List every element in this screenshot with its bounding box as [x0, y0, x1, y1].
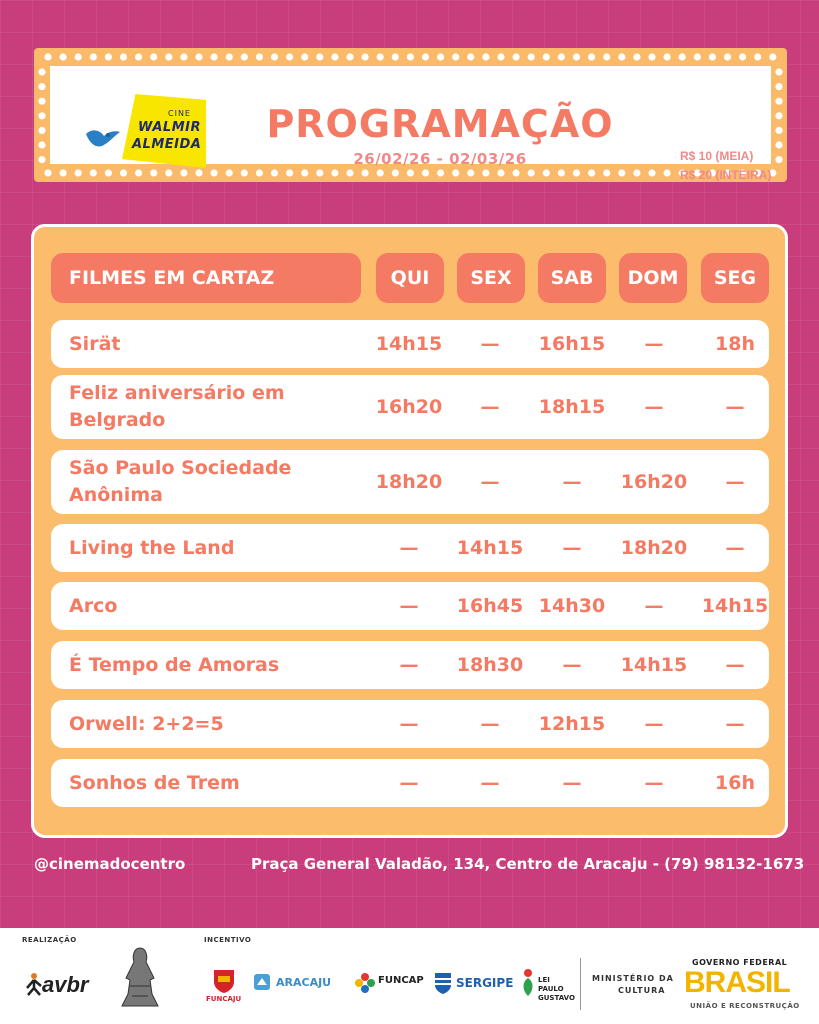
marquee-bulb	[437, 53, 444, 60]
showtime-dom: —	[644, 772, 664, 794]
marquee-bulb	[573, 53, 580, 60]
day-header-sex: SEX	[457, 253, 525, 303]
showtime-qui: 16h20	[375, 396, 443, 418]
showtime-sex: —	[480, 713, 500, 735]
marquee-bulb	[60, 53, 67, 60]
marquee-bulb	[618, 53, 625, 60]
showtime-sex: 16h45	[456, 595, 524, 617]
marquee-bulb	[648, 53, 655, 60]
aracaju-logo: ARACAJU	[276, 976, 332, 989]
marquee-bulb	[211, 169, 218, 176]
marquee-bulb	[38, 98, 45, 105]
marquee-bulb	[195, 169, 202, 176]
marquee-bulb	[180, 53, 187, 60]
marquee-bulb	[377, 169, 384, 176]
marquee-bulb	[44, 169, 51, 176]
header-panel	[50, 66, 771, 168]
marquee-bulb	[679, 53, 686, 60]
marquee-bulb	[497, 169, 504, 176]
ministerio-line-1: MINISTÉRIO DA	[592, 974, 674, 983]
marquee-bulb	[331, 169, 338, 176]
marquee-bulb	[775, 141, 782, 148]
sergipe-logo: SERGIPE	[456, 976, 514, 990]
marquee-bulb	[603, 53, 610, 60]
marquee-bulb	[513, 53, 520, 60]
marquee-bulb	[452, 169, 459, 176]
marquee-bulb	[271, 169, 278, 176]
showtime-seg: —	[725, 713, 745, 735]
film-title: Orwell: 2+2=5	[69, 712, 224, 735]
marquee-bulb	[60, 169, 67, 176]
marquee-bulb	[271, 53, 278, 60]
marquee-bulb	[588, 53, 595, 60]
schedule-row	[51, 759, 769, 807]
film-title: Arco	[69, 594, 118, 617]
marquee-bulb	[754, 53, 761, 60]
marquee-bulb	[346, 169, 353, 176]
funcaju-shield-icon	[212, 968, 236, 994]
showtime-seg: —	[725, 537, 745, 559]
marquee-bulb	[497, 53, 504, 60]
marquee-bulb	[165, 53, 172, 60]
incentivo-label: INCENTIVO	[204, 936, 252, 944]
showtime-seg: 14h15	[701, 595, 769, 617]
marquee-bulb	[528, 169, 535, 176]
film-title: Feliz aniversário em Belgrado	[69, 382, 285, 431]
day-header-qui: QUI	[376, 253, 444, 303]
price-half: R$ 10 (MEIA)	[680, 149, 754, 163]
funcap-logo: FUNCAP	[378, 975, 424, 986]
marquee-bulb	[467, 53, 474, 60]
marquee-bulb	[195, 53, 202, 60]
marquee-bulb	[301, 169, 308, 176]
funcaju-logo: FUNCAJU	[206, 995, 242, 1003]
lei-paulo-gustavo-icon	[518, 968, 538, 998]
logo-cine-text: CINE	[168, 109, 191, 118]
showtime-seg: 16h	[715, 772, 755, 794]
marquee-bulb	[165, 169, 172, 176]
showtime-sab: —	[562, 471, 582, 493]
marquee-bulb	[633, 53, 640, 60]
marquee-bulb	[775, 112, 782, 119]
marquee-bulb	[482, 169, 489, 176]
marquee-bulb	[739, 53, 746, 60]
marquee-bulb	[256, 169, 263, 176]
showtime-qui: —	[399, 537, 419, 559]
schedule-row	[51, 450, 769, 514]
governo-federal-label: GOVERNO FEDERAL	[692, 958, 788, 967]
showtime-dom: 14h15	[620, 654, 688, 676]
marquee-bulb	[407, 169, 414, 176]
funcap-flower-icon	[355, 973, 375, 993]
sponsor-strip	[0, 928, 819, 1024]
showtime-sab: 12h15	[538, 713, 606, 735]
marquee-bulb	[775, 98, 782, 105]
showtime-dom: —	[644, 713, 664, 735]
marquee-bulb	[286, 53, 293, 60]
sergipe-crest-icon	[433, 971, 453, 995]
marquee-bulb	[775, 127, 782, 134]
showtime-sex: —	[480, 772, 500, 794]
logo-walmir-text: WALMIR	[138, 120, 202, 135]
showtime-dom: 18h20	[620, 537, 688, 559]
schedule-row	[51, 582, 769, 630]
marquee-bulb	[775, 83, 782, 90]
marquee-bulb	[241, 53, 248, 60]
marquee-bulb	[38, 141, 45, 148]
showtime-seg: —	[725, 471, 745, 493]
showtime-dom: —	[644, 333, 664, 355]
marquee-bulb	[316, 169, 323, 176]
marquee-bulb	[664, 169, 671, 176]
schedule-row	[51, 375, 769, 439]
showtime-sab: 16h15	[538, 333, 606, 355]
marquee-bulb	[618, 169, 625, 176]
showtime-sex: —	[480, 396, 500, 418]
marquee-bulb	[90, 53, 97, 60]
marquee-bulb	[482, 53, 489, 60]
uniao-reconstrucao-label: UNIÃO E RECONSTRUÇÃO	[690, 1002, 800, 1010]
ministerio-line-2: CULTURA	[618, 986, 666, 995]
marquee-bulb	[256, 53, 263, 60]
brasil-logo: BRASIL	[684, 966, 790, 999]
day-header-seg: SEG	[701, 253, 769, 303]
marquee-bulb	[437, 169, 444, 176]
schedule-row	[51, 641, 769, 689]
marquee-bulb	[362, 53, 369, 60]
film-title: É Tempo de Amoras	[69, 653, 280, 676]
showtime-sab: —	[562, 654, 582, 676]
date-range: 26/02/26 - 02/03/26	[353, 150, 527, 168]
marquee-bulb	[407, 53, 414, 60]
marquee-bulb	[528, 53, 535, 60]
marquee-bulb	[38, 68, 45, 75]
marquee-bulb	[286, 169, 293, 176]
marquee-bulb	[331, 53, 338, 60]
showtime-qui: —	[399, 654, 419, 676]
logo-almeida-text: ALMEIDA	[132, 137, 202, 152]
showtime-sab: 14h30	[538, 595, 606, 617]
marquee-bulb	[769, 53, 776, 60]
marquee-bulb	[467, 169, 474, 176]
avbr-figure-icon	[24, 972, 44, 996]
marquee-bulb	[422, 169, 429, 176]
marquee-bulb	[558, 53, 565, 60]
showtime-sex: 18h30	[456, 654, 524, 676]
marquee-bulb	[241, 169, 248, 176]
marquee-bulb	[38, 83, 45, 90]
marquee-bulb	[75, 53, 82, 60]
marquee-bulb	[38, 127, 45, 134]
marquee-bulb	[150, 53, 157, 60]
realizacao-label: REALIZAÇÃO	[22, 936, 77, 944]
showtime-qui: —	[399, 772, 419, 794]
cine-walmir-almeida-logo	[84, 94, 204, 168]
showtime-sab: —	[562, 537, 582, 559]
price-full: R$ 20 (INTEIRA)	[680, 168, 772, 182]
marquee-bulb	[226, 169, 233, 176]
header-marquee	[34, 48, 787, 182]
marquee-bulb	[135, 169, 142, 176]
marquee-bulb	[301, 53, 308, 60]
marquee-bulb	[513, 169, 520, 176]
showtime-seg: —	[725, 654, 745, 676]
marquee-bulb	[135, 53, 142, 60]
film-title: Sonhos de Trem	[69, 771, 240, 794]
showtime-qui: —	[399, 713, 419, 735]
marquee-bulb	[694, 53, 701, 60]
marquee-bulb	[180, 169, 187, 176]
aracaju-crest-icon	[252, 972, 272, 992]
film-title: Sirät	[69, 332, 121, 355]
page-title: PROGRAMAÇÃO	[266, 102, 614, 146]
showtime-dom: —	[644, 595, 664, 617]
lei-paulo-gustavo-logo: LEI PAULO GUSTAVO	[538, 976, 575, 1002]
showtime-qui: —	[399, 595, 419, 617]
marquee-bulb	[211, 53, 218, 60]
showtime-sab: —	[562, 772, 582, 794]
film-title: São Paulo Sociedade Anônima	[69, 457, 292, 506]
film-title: Living the Land	[69, 536, 235, 559]
showtime-dom: 16h20	[620, 471, 688, 493]
marquee-bulb	[452, 53, 459, 60]
day-header-sab: SAB	[538, 253, 606, 303]
showtime-seg: —	[725, 396, 745, 418]
films-header: FILMES EM CARTAZ	[51, 253, 361, 303]
marquee-bulb	[603, 169, 610, 176]
instagram-handle: @cinemadocentro	[34, 855, 186, 873]
marquee-bulb	[543, 53, 550, 60]
marquee-bulb	[346, 53, 353, 60]
marquee-bulb	[392, 53, 399, 60]
schedule-row	[51, 700, 769, 748]
marquee-bulb	[38, 156, 45, 163]
marquee-bulb	[226, 53, 233, 60]
marquee-bulb	[664, 53, 671, 60]
marquee-bulb	[633, 169, 640, 176]
marquee-bulb	[75, 169, 82, 176]
showtime-sex: —	[480, 333, 500, 355]
marquee-bulb	[120, 53, 127, 60]
schedule-row	[51, 524, 769, 572]
bird-icon	[84, 124, 124, 152]
marquee-bulb	[316, 53, 323, 60]
showtime-sex: —	[480, 471, 500, 493]
sponsor-divider	[580, 958, 581, 1010]
marquee-bulb	[362, 169, 369, 176]
marquee-bulb	[150, 169, 157, 176]
marquee-bulb	[105, 53, 112, 60]
marquee-bulb	[724, 53, 731, 60]
marquee-bulb	[573, 169, 580, 176]
marquee-bulb	[775, 156, 782, 163]
address-phone: Praça General Valadão, 134, Centro de Aracaju - (79) 98132-1673	[251, 855, 805, 873]
marquee-bulb	[775, 68, 782, 75]
marquee-bulb	[38, 112, 45, 119]
showtime-sab: 18h15	[538, 396, 606, 418]
schedule-row	[51, 320, 769, 368]
marquee-bulb	[44, 53, 51, 60]
showtime-qui: 14h15	[375, 333, 443, 355]
marquee-bulb	[709, 53, 716, 60]
day-header-dom: DOM	[619, 253, 687, 303]
marquee-bulb	[543, 169, 550, 176]
marquee-bulb	[90, 169, 97, 176]
marquee-bulb	[648, 169, 655, 176]
marquee-bulb	[558, 169, 565, 176]
showtime-sex: 14h15	[456, 537, 524, 559]
marquee-bulb	[392, 169, 399, 176]
marquee-bulb	[105, 169, 112, 176]
showtime-dom: —	[644, 396, 664, 418]
marquee-bulb	[120, 169, 127, 176]
statue-logo-icon	[118, 944, 162, 1010]
marquee-bulb	[422, 53, 429, 60]
avbr-logo: avbr	[42, 972, 89, 997]
showtime-qui: 18h20	[375, 471, 443, 493]
showtime-seg: 18h	[715, 333, 755, 355]
marquee-bulb	[588, 169, 595, 176]
marquee-bulb	[377, 53, 384, 60]
